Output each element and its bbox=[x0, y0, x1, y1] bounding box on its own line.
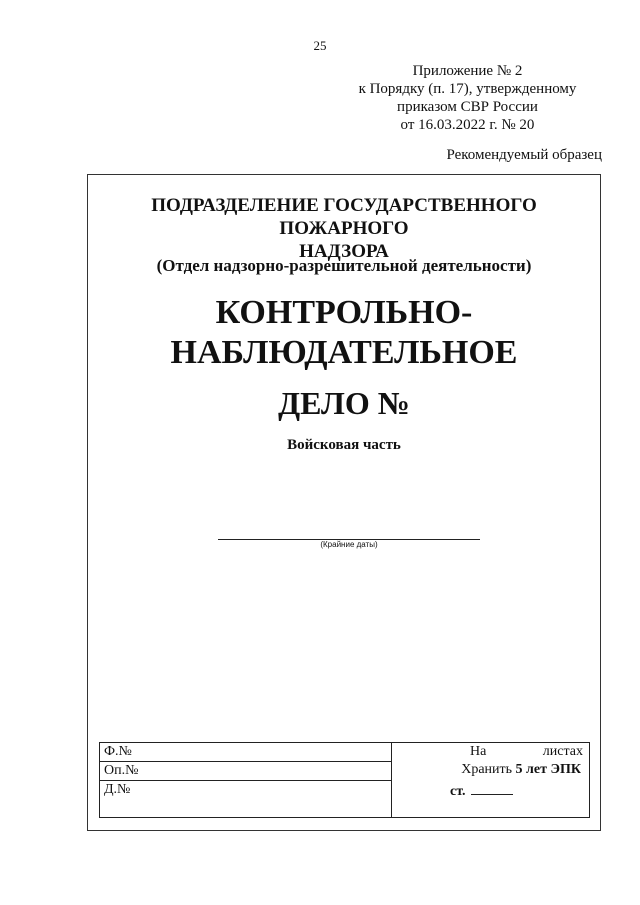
sample-label: Рекомендуемый образец bbox=[446, 147, 602, 163]
military-unit-label: Войсковая часть bbox=[287, 437, 401, 453]
case-number-label: ДЕЛО № bbox=[278, 385, 410, 421]
archive-codes bbox=[100, 743, 392, 817]
storage-info bbox=[392, 743, 589, 817]
keep-term-line bbox=[461, 762, 581, 778]
article-blank bbox=[471, 782, 513, 795]
case-title bbox=[87, 293, 601, 373]
appendix-line-3: приказом СВР России bbox=[397, 99, 538, 115]
fund-number-row: Ф.№ bbox=[100, 743, 391, 762]
inventory-number-row: Оп.№ bbox=[100, 762, 391, 781]
archive-info-table bbox=[99, 742, 590, 818]
article-label: ст. bbox=[450, 784, 466, 799]
article-line bbox=[450, 782, 513, 800]
keep-prefix: Хранить bbox=[461, 762, 516, 777]
case-title-line-2: НАБЛЮДАТЕЛЬНОЕ bbox=[170, 334, 518, 371]
organization-line-1: ПОДРАЗДЕЛЕНИЕ ГОСУДАРСТВЕННОГО ПОЖАРНОГО bbox=[151, 195, 537, 239]
department-heading: (Отдел надзорно-разрешительной деятельности) bbox=[156, 256, 532, 275]
keep-term: 5 лет ЭПК bbox=[515, 762, 581, 777]
page-number: 25 bbox=[313, 38, 327, 53]
appendix-line-1: Приложение № 2 bbox=[412, 63, 523, 79]
case-title-line-1: КОНТРОЛЬНО- bbox=[215, 294, 473, 331]
dates-caption: (Крайние даты) bbox=[320, 540, 378, 549]
file-number-row: Д.№ bbox=[104, 782, 131, 797]
organization-heading bbox=[87, 194, 601, 263]
appendix-line-2: к Порядку (п. 17), утвержденному bbox=[358, 81, 577, 97]
organization-line-2: НАДЗОРА bbox=[299, 241, 389, 262]
appendix-block bbox=[350, 62, 585, 134]
on-label: На bbox=[470, 744, 487, 759]
appendix-line-4: от 16.03.2022 г. № 20 bbox=[400, 117, 535, 133]
sheets-label: листах bbox=[542, 744, 583, 759]
